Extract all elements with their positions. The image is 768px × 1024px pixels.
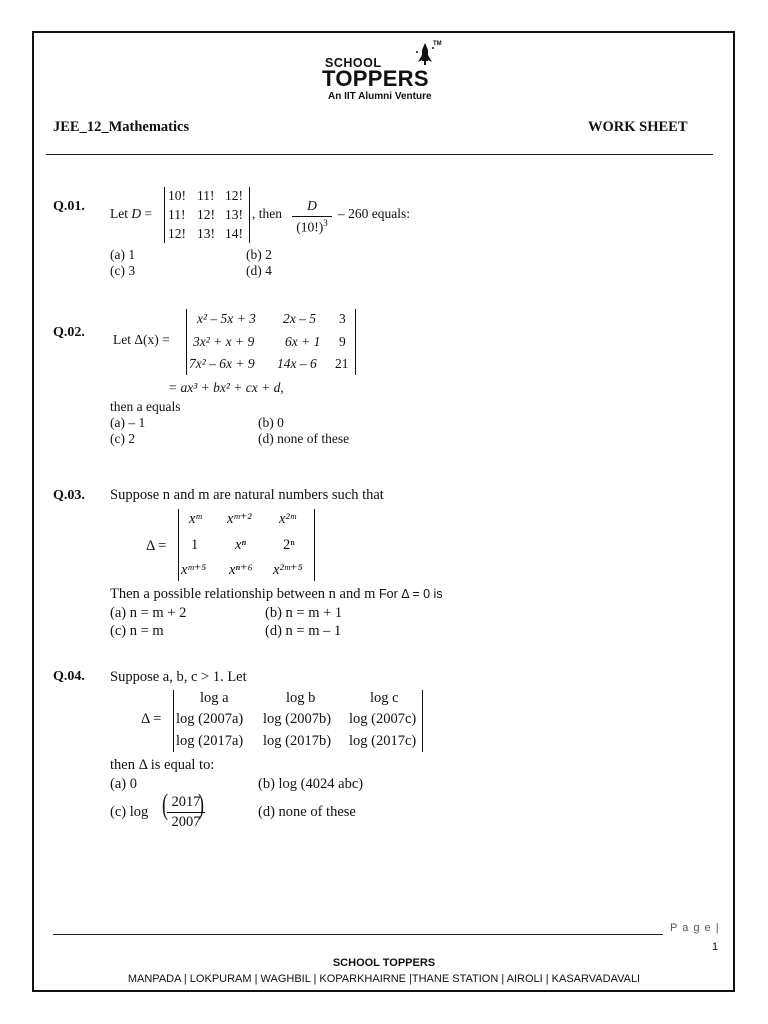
q4-left-paren: ( [162, 788, 168, 821]
q4-lead: Suppose a, b, c > 1. Let [110, 669, 247, 685]
trademark-mark: TM [433, 41, 442, 47]
q4-frac-num: 2017 [171, 794, 201, 810]
q3-cell: x²ᵐ⁺⁵ [273, 562, 303, 578]
q4-option-b: (b) log (4024 abc) [258, 776, 364, 792]
q3-option-d: (d) n = m – 1 [265, 623, 342, 639]
q3-cell: 1 [191, 537, 199, 553]
q4-determinant [173, 690, 423, 752]
q1-frac-den [290, 218, 334, 236]
q2-cell: 14x – 6 [277, 356, 317, 371]
subject-title: JEE_12_Mathematics [53, 119, 190, 135]
q4-cell: log (2017b) [263, 733, 332, 749]
q3-option-a: (a) n = m + 2 [110, 605, 187, 621]
q1-frac-den-base: (10!) [296, 219, 324, 235]
q3-cell: xᵐ [189, 511, 202, 527]
q1-then: , then [252, 206, 282, 221]
logo-tagline: An IIT Alumni Venture [328, 91, 432, 102]
q1-cell: 13! [197, 226, 215, 241]
q4-option-d: (d) none of these [258, 804, 356, 820]
q1-var: D [131, 206, 142, 221]
q2-cell: 3 [339, 311, 346, 326]
q4-cell: log (2017c) [349, 733, 417, 749]
q1-cell: 10! [168, 188, 186, 203]
q1-determinant [164, 187, 250, 243]
q3-determinant [178, 509, 315, 581]
q1-cell: 11! [168, 207, 186, 222]
q4-cell: log (2007a) [176, 711, 244, 727]
q2-cell: x² – 5x + 3 [197, 311, 256, 326]
q3-cell: 2ⁿ [283, 537, 295, 553]
q1-frac-num: D [307, 198, 317, 213]
q3-then-tail: For Δ = 0 is [379, 587, 443, 601]
question-number-3: Q.03. [53, 488, 85, 503]
q2-cell: 9 [339, 334, 346, 349]
q3-cell: xᵐ⁺⁵ [181, 562, 207, 578]
q1-cell: 12! [225, 188, 243, 203]
q3-cell: xⁿ⁺⁶ [229, 562, 253, 578]
worksheet-title: WORK SHEET [588, 119, 688, 135]
school-toppers-logo [322, 42, 447, 104]
q4-cell: log (2007b) [263, 711, 332, 727]
q2-option-b: (b) 0 [258, 415, 284, 430]
q2-cell: 21 [335, 356, 349, 371]
q1-cell: 13! [225, 207, 243, 222]
footer-divider [53, 934, 663, 935]
logo-line-toppers: TOPPERS [322, 66, 429, 91]
q1-frac-den-exp: 3 [323, 218, 328, 228]
q3-option-b: (b) n = m + 1 [265, 605, 343, 621]
q2-determinant [186, 309, 356, 375]
q4-frac-den: 2007 [171, 814, 201, 830]
q4-cell: log (2017a) [176, 733, 244, 749]
q4-cell: log a [200, 690, 229, 706]
q2-option-d: (d) none of these [258, 431, 350, 446]
q3-option-c: (c) n = m [110, 623, 164, 639]
q2-lead: Let Δ(x) = [113, 332, 170, 347]
question-number-4: Q.04. [53, 669, 85, 684]
q3-lead: Suppose n and m are natural numbers such that [110, 487, 384, 503]
q1-equals: = [144, 206, 153, 221]
q2-option-c: (c) 2 [110, 431, 136, 446]
q1-option-d: (d) 4 [246, 263, 272, 278]
q1-tail: – 260 equals: [338, 206, 410, 221]
q1-cell: 14! [225, 226, 243, 241]
q1-lead [110, 206, 152, 222]
q1-frac-line [292, 216, 332, 217]
q4-then: then Δ is equal to: [110, 757, 215, 773]
q4-delta: Δ = [141, 711, 162, 727]
q2-cell: 3x² + x + 9 [193, 334, 255, 349]
q1-option-c: (c) 3 [110, 263, 136, 278]
q3-cell: x²ᵐ [279, 511, 296, 527]
footer-branches: MANPADA | LOKPURAM | WAGHBIL | KOPARKHAIRNE |THANE STATION | AIROLI | KASARVADAVALI [127, 973, 641, 985]
q2-cell: 2x – 5 [283, 311, 316, 326]
q1-option-a: (a) 1 [110, 247, 136, 262]
q3-cell: xⁿ [235, 537, 247, 553]
q4-option-c-prefix: (c) log [110, 804, 149, 820]
q2-cell: 6x + 1 [285, 334, 321, 349]
question-number-1: Q.01. [53, 199, 85, 214]
question-number-2: Q.02. [53, 325, 85, 340]
q1-let: Let [110, 206, 128, 221]
q4-cell: log (2007c) [349, 711, 417, 727]
q4-cell: log c [370, 690, 399, 706]
q3-then-text: Then a possible relationship between n and m [110, 586, 376, 602]
header-divider [46, 154, 713, 155]
q4-option-a: (a) 0 [110, 776, 137, 792]
page-label: P a g e | [670, 922, 720, 934]
q2-then: then a equals [110, 399, 181, 414]
q4-right-paren: ) [198, 788, 204, 821]
q2-polynomial: = ax³ + bx² + cx + d, [168, 380, 284, 395]
q1-cell: 12! [168, 226, 186, 241]
q1-option-b: (b) 2 [246, 247, 272, 262]
page-border [32, 31, 735, 992]
page-number: 1 [712, 941, 719, 953]
q3-cell: xᵐ⁺² [227, 511, 252, 527]
q3-then [110, 586, 443, 603]
q1-cell: 12! [197, 207, 215, 222]
q2-option-a: (a) – 1 [110, 415, 146, 430]
q3-delta: Δ = [146, 538, 167, 554]
q2-cell: 7x² – 6x + 9 [189, 356, 255, 371]
logo-line-school: SCHOOL [325, 56, 382, 70]
q1-cell: 11! [197, 188, 215, 203]
footer-org: SCHOOL TOPPERS [332, 957, 436, 969]
q4-cell: log b [286, 690, 316, 706]
